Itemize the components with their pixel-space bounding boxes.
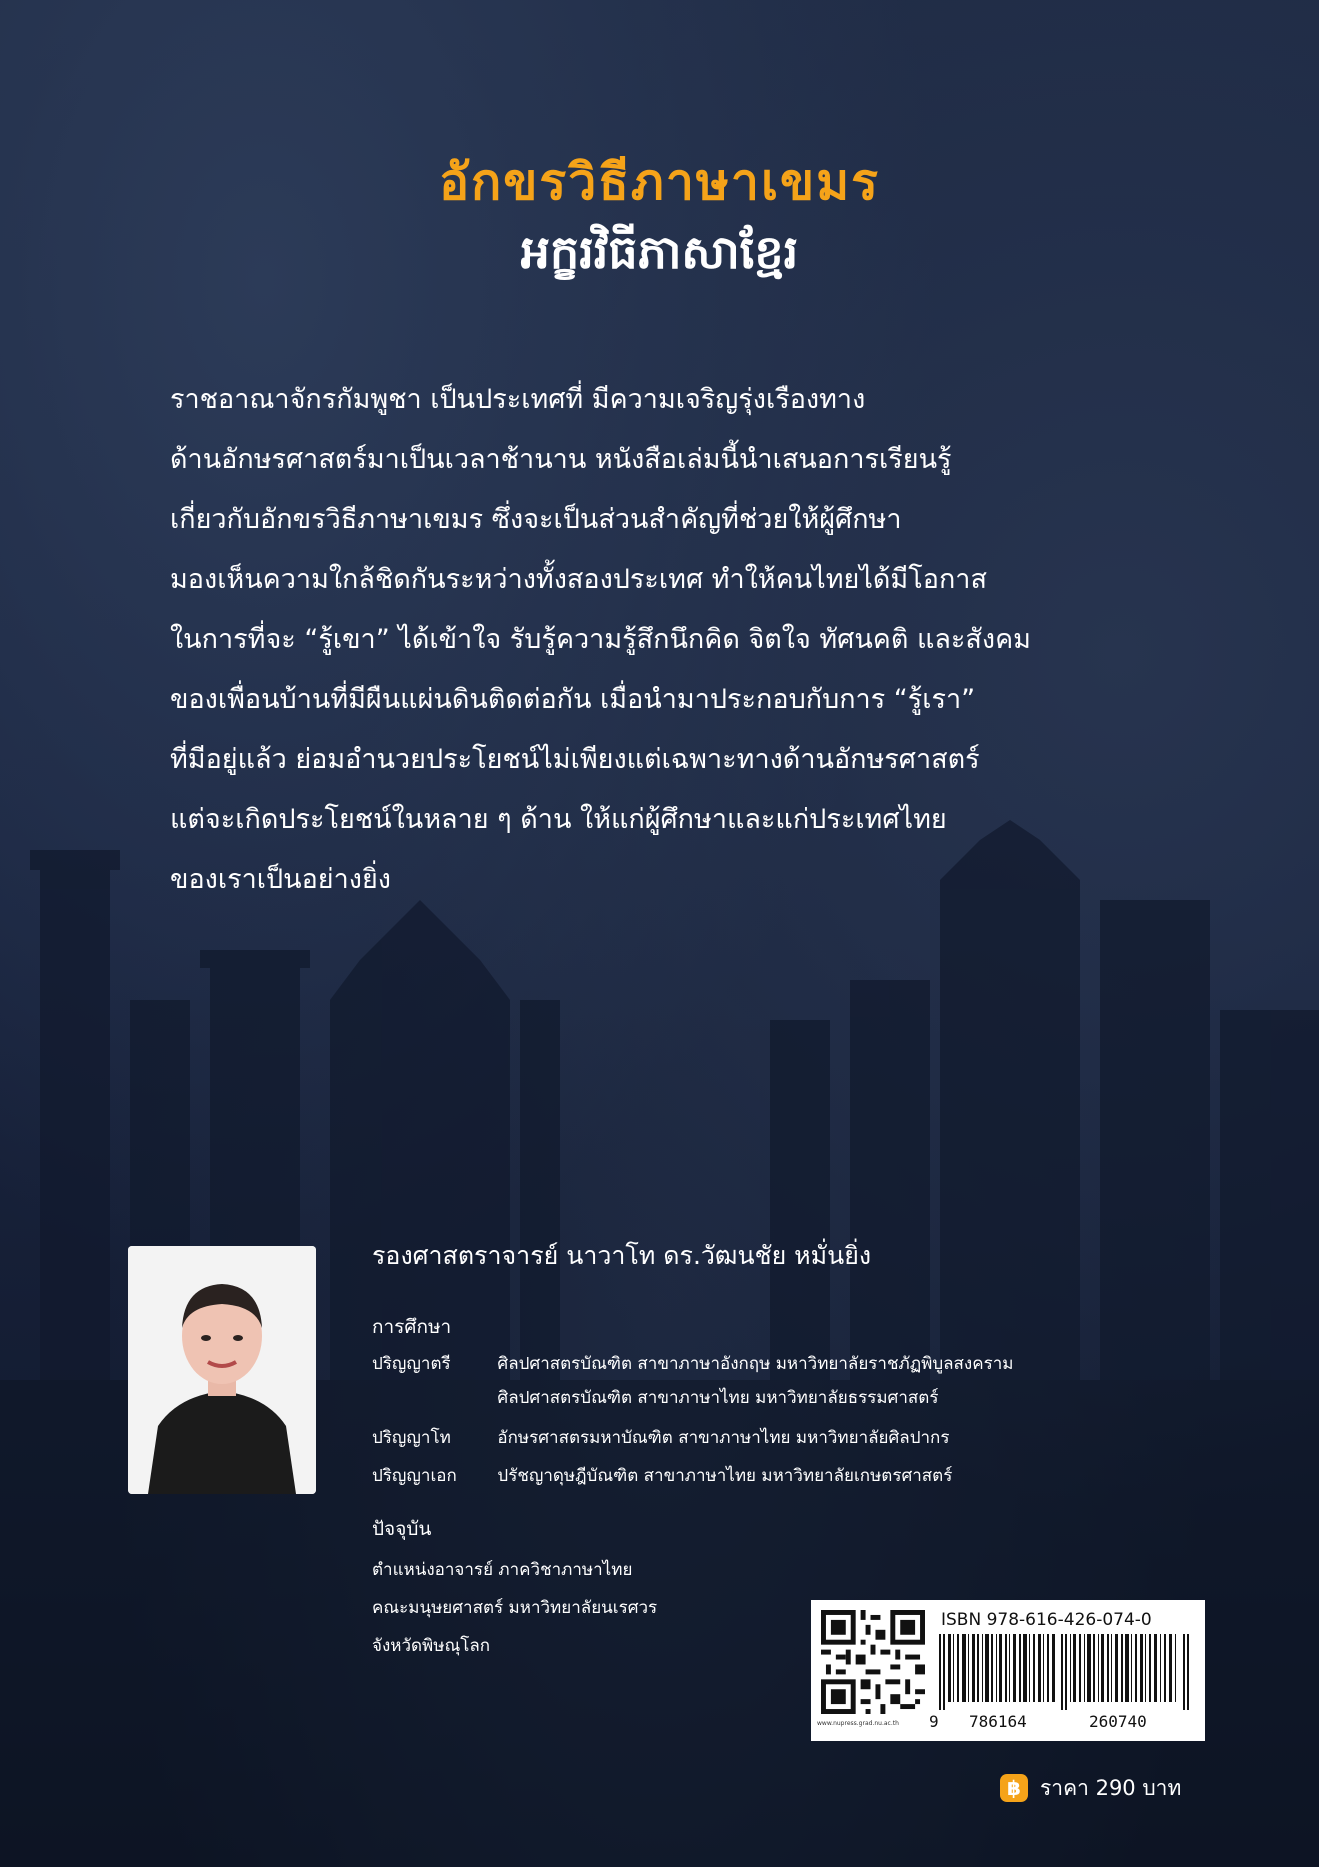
blurb-line: ราชอาณาจักรกัมพูชา เป็นประเทศที่ มีความเจริญรุ่งเรืองทาง — [170, 384, 866, 415]
current-position-line: จังหวัดพิษณุโลก — [372, 1636, 491, 1656]
current-position-heading: ปัจจุบัน — [372, 1518, 432, 1540]
barcode-digits-left: 786164 — [969, 1712, 1027, 1731]
current-position-line: คณะมนุษยศาสตร์ มหาวิทยาลัยนเรศวร — [372, 1598, 658, 1618]
price-text: ราคา 290 บาท — [1040, 1775, 1182, 1800]
isbn-label: ISBN 978-616-426-074-0 — [941, 1610, 1152, 1630]
publisher-url: www.nupress.grad.nu.ac.th — [817, 1720, 899, 1727]
education-row — [372, 1462, 952, 1489]
title-thai: อักขรวิธีภาษาเขมร — [438, 152, 881, 211]
education-detail: อักษรศาสตรมหาบัณฑิต สาขาภาษาไทย มหาวิทยาลัยศิลปากร — [497, 1428, 950, 1448]
education-heading: การศึกษา — [372, 1316, 452, 1338]
blurb-line: ด้านอักษรศาสตร์มาเป็นเวลาช้านาน หนังสือเล่มนี้นำเสนอการเรียนรู้ — [170, 444, 952, 475]
author-photo — [128, 1246, 316, 1494]
current-position-line: ตำแหน่งอาจารย์ ภาควิชาภาษาไทย — [372, 1560, 633, 1580]
education-row — [372, 1424, 949, 1451]
blurb-line: ที่มีอยู่แล้ว ย่อมอำนวยประโยชน์ไม่เพียงแต่เฉพาะทางด้านอักษรศาสตร์ — [170, 744, 980, 775]
blurb-line: ของเราเป็นอย่างยิ่ง — [170, 864, 391, 895]
barcode-icon — [939, 1634, 1197, 1710]
education-level: ปริญญาตรี — [372, 1354, 451, 1374]
education-row — [372, 1384, 938, 1411]
blurb-line: ในการที่จะ “รู้เขา” ได้เข้าใจ รับรู้ความรู้สึกนึกคิด จิตใจ ทัศนคติ และสังคม — [170, 624, 1031, 655]
baht-icon: ฿ — [1000, 1774, 1028, 1802]
title-block — [0, 150, 1319, 284]
education-row — [372, 1350, 1013, 1377]
qr-code-icon — [821, 1610, 925, 1714]
title-khmer: អក្ខរវិធីភាសាខ្មែរ — [520, 225, 799, 279]
education-detail: ศิลปศาสตรบัณฑิต สาขาภาษาอังกฤษ มหาวิทยาลัยราชภัฏพิบูลสงคราม — [497, 1354, 1014, 1374]
author-name: รองศาสตราจารย์ นาวาโท ดร.วัฒนชัย หมั่นยิ่ง — [372, 1241, 872, 1270]
price-tag — [1000, 1772, 1181, 1804]
blurb-line: ของเพื่อนบ้านที่มีผืนแผ่นดินติดต่อกัน เมื่อนำมาประกอบกับการ “รู้เรา” — [170, 684, 976, 715]
education-level: ปริญญาโท — [372, 1428, 451, 1448]
blurb-line: มองเห็นความใกล้ชิดกันระหว่างทั้งสองประเทศ ทำให้คนไทยได้มีโอกาส — [170, 564, 987, 595]
barcode-digit-lead: 9 — [929, 1712, 939, 1731]
barcode-digits-right: 260740 — [1089, 1712, 1147, 1731]
education-level: ปริญญาเอก — [372, 1466, 457, 1486]
education-detail: ศิลปศาสตรบัณฑิต สาขาภาษาไทย มหาวิทยาลัยธรรมศาสตร์ — [497, 1388, 939, 1408]
blurb-paragraph — [170, 370, 1170, 910]
isbn-barcode-box — [811, 1600, 1205, 1741]
blurb-line: เกี่ยวกับอักขรวิธีภาษาเขมร ซึ่งจะเป็นส่วนสำคัญที่ช่วยให้ผู้ศึกษา — [170, 504, 902, 535]
education-detail: ปรัชญาดุษฎีบัณฑิต สาขาภาษาไทย มหาวิทยาลัยเกษตรศาสตร์ — [497, 1466, 953, 1486]
blurb-line: แต่จะเกิดประโยชน์ในหลาย ๆ ด้าน ให้แก่ผู้ศึกษาและแก่ประเทศไทย — [170, 804, 947, 835]
